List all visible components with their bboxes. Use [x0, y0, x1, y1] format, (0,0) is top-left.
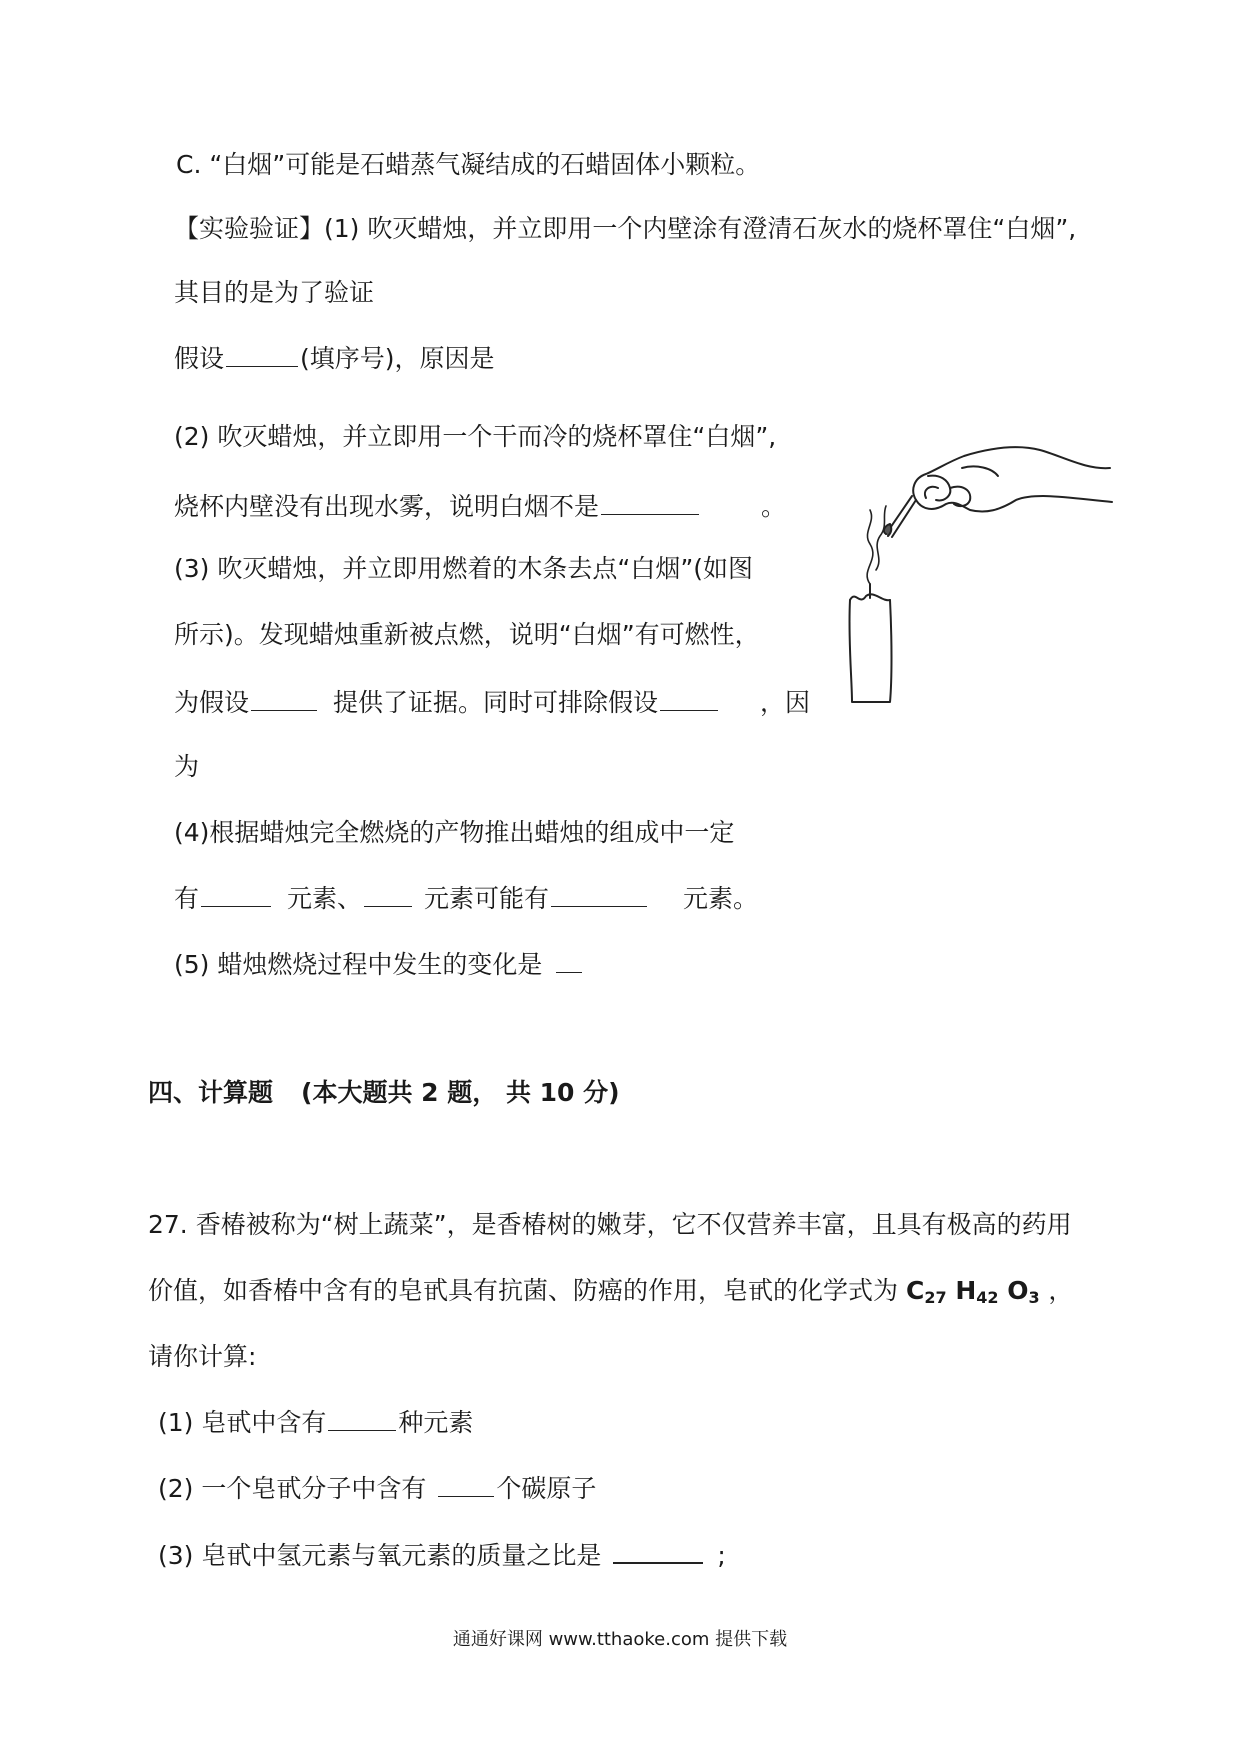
answer-blank[interactable]: [660, 684, 718, 711]
experiment-1-line-3: [174, 340, 495, 376]
q27-line-3: 请你计算:: [148, 1342, 257, 1371]
text: ，因: [760, 688, 811, 717]
experiment-5: [174, 946, 584, 982]
candle-illustration: [830, 440, 1120, 710]
page-footer: 通通好课网 www.tthaoke.com 提供下载: [452, 1629, 788, 1650]
option-c: C. “白烟”可能是石蜡蒸气凝结成的石蜡固体小颗粒。: [176, 150, 761, 179]
answer-blank[interactable]: [328, 1404, 396, 1431]
match-icon: [884, 496, 916, 537]
q27-part-2: [158, 1470, 596, 1506]
text: 假设: [174, 344, 225, 373]
answer-blank[interactable]: [226, 340, 298, 367]
chemical-formula: $C_{27}$ $H_{42}$ $O_3$: [905, 1276, 1040, 1307]
text: 为假设: [174, 688, 250, 717]
experiment-3-line-2: 所示)。发现蜡烛重新被点燃，说明“白烟”有可燃性，: [174, 620, 760, 649]
text: (3) 皂甙中氢元素与氧元素的质量之比是: [158, 1541, 602, 1570]
experiment-3-line-3: [174, 684, 810, 720]
experiment-1-line-1: 【实验验证】(1) 吹灭蜡烛，并立即用一个内壁涂有澄清石灰水的烧杯罩住“白烟”,: [174, 214, 1077, 243]
answer-blank[interactable]: [551, 880, 647, 907]
q27-part-3: [158, 1536, 726, 1573]
experiment-4-line-1: (4)根据蜡烛完全燃烧的产物推出蜡烛的组成中一定: [174, 818, 735, 847]
text: 提供了证据。同时可排除假设: [333, 688, 659, 717]
text: (填序号)，原因是: [300, 344, 495, 373]
text: 。: [761, 492, 787, 521]
answer-blank[interactable]: [251, 684, 317, 711]
text: (2) 一个皂甙分子中含有: [158, 1474, 427, 1503]
smoke-icon: [867, 506, 886, 584]
section-heading: [148, 1076, 620, 1110]
experiment-4-line-2: [174, 880, 758, 916]
hand-icon: [913, 447, 1112, 511]
answer-blank[interactable]: [613, 1536, 703, 1564]
text: ，: [1048, 1276, 1074, 1305]
text: ;: [717, 1541, 726, 1570]
section-meta: (本大题共 2 题， 共 10 分): [301, 1078, 620, 1107]
answer-blank[interactable]: [364, 880, 412, 907]
text: 元素、: [287, 884, 363, 913]
text: 元素。: [683, 884, 759, 913]
candle-icon: [849, 584, 891, 702]
q27-line-1: 27. 香椿被称为“树上蔬菜”，是香椿树的嫩芽，它不仅营养丰富，且具有极高的药用: [148, 1210, 1072, 1239]
experiment-2-line-1: (2) 吹灭蜡烛，并立即用一个干而冷的烧杯罩住“白烟”,: [174, 422, 777, 451]
text: 烧杯内壁没有出现水雾，说明白烟不是: [174, 492, 600, 521]
answer-blank[interactable]: [438, 1470, 494, 1497]
text: (5) 蜡烛燃烧过程中发生的变化是: [174, 950, 543, 979]
q27-part-1: [158, 1404, 473, 1440]
text: 个碳原子: [496, 1474, 597, 1503]
experiment-2-line-2: [174, 488, 786, 524]
text: 元素可能有: [424, 884, 550, 913]
text: (1) 皂甙中含有: [158, 1408, 327, 1437]
answer-blank[interactable]: [601, 488, 699, 515]
text: 种元素: [398, 1408, 474, 1437]
experiment-3-line-4: 为: [174, 752, 200, 781]
experiment-1-line-2: 其目的是为了验证: [174, 278, 375, 307]
section-title: 四、计算题: [148, 1078, 274, 1107]
answer-blank[interactable]: [556, 946, 582, 973]
experiment-3-line-1: (3) 吹灭蜡烛，并立即用燃着的木条去点“白烟”(如图: [174, 554, 754, 583]
text: 价值，如香椿中含有的皂甙具有抗菌、防癌的作用，皂甙的化学式为: [148, 1276, 899, 1305]
text: 有: [174, 884, 200, 913]
q27-line-2: [148, 1274, 1073, 1315]
answer-blank[interactable]: [201, 880, 271, 907]
